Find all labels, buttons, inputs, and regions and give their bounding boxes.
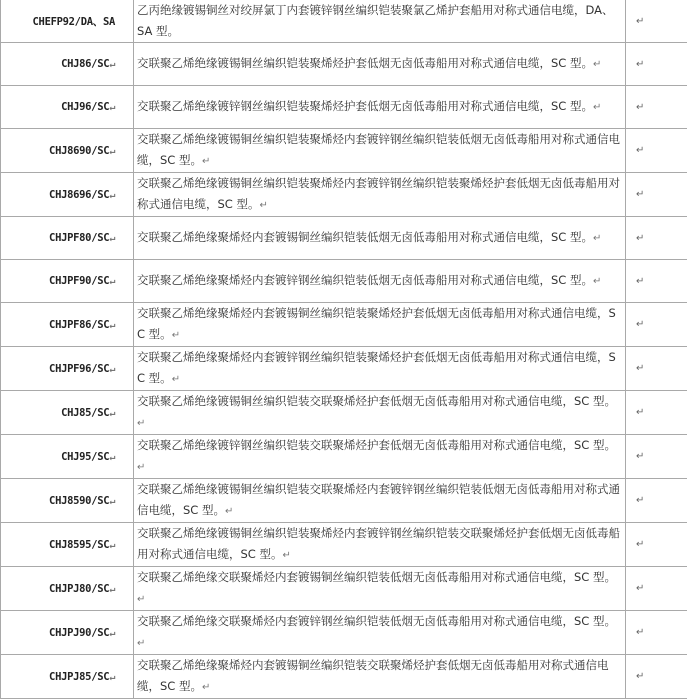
extra-cell: ↵ xyxy=(626,43,687,86)
description-cell xyxy=(134,260,626,303)
model-cell xyxy=(1,86,134,129)
description-text: 交联聚乙烯绝缘聚烯烃内套镀锌钢丝编织铠装聚烯烃护套低烟无卤低毒船用对称式通信电缆，SC 型。 xyxy=(137,350,616,385)
model-cell xyxy=(1,611,134,655)
description-text: 交联聚乙烯绝缘聚烯烃内套镀锡铜丝编织铠装聚烯烃护套低烟无卤低毒船用对称式通信电缆，SC 型。 xyxy=(137,306,616,341)
description-cell xyxy=(134,567,626,611)
extra-cell: ↵ xyxy=(626,655,687,699)
model-cell xyxy=(1,43,134,86)
model-code: CHJPF96/SC xyxy=(49,363,109,375)
table-row xyxy=(1,173,687,217)
description-text: 交联聚乙烯绝缘镀锌钢丝编织铠装聚烯烃护套低烟无卤低毒船用对称式通信电缆，SC 型。 xyxy=(137,99,593,113)
return-mark: ↵ xyxy=(137,594,145,605)
description-text: 交联聚乙烯绝缘镀锡铜丝编织铠装聚烯烃护套低烟无卤低毒船用对称式通信电缆，SC 型。 xyxy=(137,56,593,70)
return-mark: ↵ xyxy=(202,156,210,167)
return-mark: ↵ xyxy=(109,452,115,463)
return-mark: ↵ xyxy=(137,638,145,649)
return-mark: ↵ xyxy=(172,330,180,341)
cable-spec-body xyxy=(1,0,687,699)
extra-cell: ↵ xyxy=(626,435,687,479)
model-cell xyxy=(1,129,134,173)
return-mark: ↵ xyxy=(225,506,233,517)
model-code: CHJ85/SC xyxy=(61,407,109,419)
table-row xyxy=(1,86,687,129)
description-cell xyxy=(134,611,626,655)
description-text: 交联聚乙烯绝缘镀锡铜丝编织铠装聚烯烃内套镀锌钢丝编织铠装交联聚烯烃护套低烟无卤低毒船用对称式通信电缆，SC 型。 xyxy=(137,526,620,561)
extra-cell: ↵ xyxy=(626,86,687,129)
model-code: CHJ86/SC xyxy=(61,58,109,70)
model-code: CHJPF86/SC xyxy=(49,319,109,331)
description-cell xyxy=(134,303,626,347)
model-cell xyxy=(1,303,134,347)
return-mark: ↵ xyxy=(109,320,115,331)
return-mark: ↵ xyxy=(137,462,145,473)
description-cell xyxy=(134,43,626,86)
model-code: CHJPJ85/SC xyxy=(49,671,109,683)
model-code: CHJ95/SC xyxy=(61,451,109,463)
model-code: CHJPF80/SC xyxy=(49,232,109,244)
table-row xyxy=(1,567,687,611)
return-mark: ↵ xyxy=(109,628,115,639)
model-code: CHJ96/SC xyxy=(61,101,109,113)
description-text: 交联聚乙烯绝缘镀锡铜丝编织铠装交联聚烯烃护套低烟无卤低毒船用对称式通信电缆，SC 型。 xyxy=(137,394,616,408)
model-cell xyxy=(1,567,134,611)
model-code: CHEFP92/DA、SA xyxy=(33,16,115,28)
model-cell xyxy=(1,217,134,260)
extra-cell: ↵ xyxy=(626,0,687,43)
model-cell xyxy=(1,0,134,43)
description-cell xyxy=(134,479,626,523)
table-row xyxy=(1,347,687,391)
table-row xyxy=(1,217,687,260)
return-mark: ↵ xyxy=(109,672,115,683)
table-row xyxy=(1,303,687,347)
return-mark: ↵ xyxy=(282,550,290,561)
table-row xyxy=(1,655,687,699)
table-row xyxy=(1,43,687,86)
extra-cell: ↵ xyxy=(626,611,687,655)
extra-cell: ↵ xyxy=(626,567,687,611)
return-mark: ↵ xyxy=(259,200,267,211)
return-mark: ↵ xyxy=(109,102,115,113)
return-mark: ↵ xyxy=(593,233,601,244)
return-mark: ↵ xyxy=(109,146,115,157)
description-text: 乙丙绝缘镀锡铜丝对绞屏氯丁内套镀锌钢丝编织铠装聚氯乙烯护套船用对称式通信电缆，DA、SA 型。 xyxy=(137,3,614,38)
description-text: 交联聚乙烯绝缘聚烯烃内套镀锌钢丝编织铠装低烟无卤低毒船用对称式通信电缆，SC 型。 xyxy=(137,273,593,287)
model-code: CHJ8590/SC xyxy=(49,495,109,507)
description-cell xyxy=(134,129,626,173)
model-code: CHJ8690/SC xyxy=(49,145,109,157)
extra-cell: ↵ xyxy=(626,129,687,173)
model-cell xyxy=(1,391,134,435)
extra-cell: ↵ xyxy=(626,523,687,567)
return-mark: ↵ xyxy=(109,364,115,375)
extra-cell: ↵ xyxy=(626,347,687,391)
extra-cell: ↵ xyxy=(626,479,687,523)
model-cell xyxy=(1,523,134,567)
description-text: 交联聚乙烯绝缘镀锌钢丝编织铠装交联聚烯烃护套低烟无卤低毒船用对称式通信电缆，SC 型。 xyxy=(137,438,616,452)
model-code: CHJPJ90/SC xyxy=(49,627,109,639)
return-mark: ↵ xyxy=(593,59,601,70)
model-cell xyxy=(1,655,134,699)
model-code: CHJPJ80/SC xyxy=(49,583,109,595)
description-cell xyxy=(134,435,626,479)
description-text: 交联聚乙烯绝缘镀锡铜丝编织铠装聚烯烃内套镀锌钢丝编织铠装聚烯烃护套低烟无卤低毒船用对称式通信电缆，SC 型。 xyxy=(137,176,620,211)
table-row xyxy=(1,479,687,523)
model-cell xyxy=(1,435,134,479)
model-cell xyxy=(1,479,134,523)
table-row xyxy=(1,391,687,435)
return-mark: ↵ xyxy=(109,408,115,419)
model-code: CHJ8595/SC xyxy=(49,539,109,551)
return-mark: ↵ xyxy=(172,374,180,385)
description-text: 交联聚乙烯绝缘镀锡铜丝编织铠装交联聚烯烃内套镀锌钢丝编织铠装低烟无卤低毒船用对称式通信电缆，SC 型。 xyxy=(137,482,620,517)
description-text: 交联聚乙烯绝缘聚烯烃内套镀锡铜丝编织铠装交联聚烯烃护套低烟无卤低毒船用对称式通信电缆，SC 型。 xyxy=(137,658,609,693)
extra-cell: ↵ xyxy=(626,260,687,303)
description-cell xyxy=(134,347,626,391)
model-code: CHJ8696/SC xyxy=(49,189,109,201)
model-cell xyxy=(1,260,134,303)
return-mark: ↵ xyxy=(109,190,115,201)
model-cell xyxy=(1,173,134,217)
return-mark: ↵ xyxy=(109,496,115,507)
return-mark: ↵ xyxy=(137,418,145,429)
table-row xyxy=(1,523,687,567)
table-row xyxy=(1,129,687,173)
return-mark: ↵ xyxy=(202,682,210,693)
description-cell xyxy=(134,0,626,43)
table-row xyxy=(1,435,687,479)
description-cell xyxy=(134,86,626,129)
description-cell xyxy=(134,217,626,260)
extra-cell: ↵ xyxy=(626,391,687,435)
extra-cell: ↵ xyxy=(626,303,687,347)
return-mark: ↵ xyxy=(109,233,115,244)
table-row xyxy=(1,260,687,303)
return-mark: ↵ xyxy=(593,102,601,113)
description-cell xyxy=(134,655,626,699)
return-mark: ↵ xyxy=(109,276,115,287)
table-row xyxy=(1,611,687,655)
return-mark: ↵ xyxy=(109,540,115,551)
description-text: 交联聚乙烯绝缘聚烯烃内套镀锡铜丝编织铠装低烟无卤低毒船用对称式通信电缆，SC 型。 xyxy=(137,230,593,244)
return-mark: ↵ xyxy=(109,59,115,70)
description-cell xyxy=(134,523,626,567)
model-code: CHJPF90/SC xyxy=(49,275,109,287)
return-mark: ↵ xyxy=(109,584,115,595)
model-cell xyxy=(1,347,134,391)
description-cell xyxy=(134,391,626,435)
return-mark: ↵ xyxy=(593,276,601,287)
table-row xyxy=(1,0,687,43)
description-text: 交联聚乙烯绝缘交联聚烯烃内套镀锌钢丝编织铠装低烟无卤低毒船用对称式通信电缆，SC 型。 xyxy=(137,614,616,628)
description-cell xyxy=(134,173,626,217)
description-text: 交联聚乙烯绝缘镀锡铜丝编织铠装聚烯烃内套镀锌钢丝编织铠装低烟无卤低毒船用对称式通信电缆，SC 型。 xyxy=(137,132,620,167)
description-text: 交联聚乙烯绝缘交联聚烯烃内套镀锡铜丝编织铠装低烟无卤低毒船用对称式通信电缆，SC 型。 xyxy=(137,570,616,584)
extra-cell: ↵ xyxy=(626,173,687,217)
extra-cell: ↵ xyxy=(626,217,687,260)
